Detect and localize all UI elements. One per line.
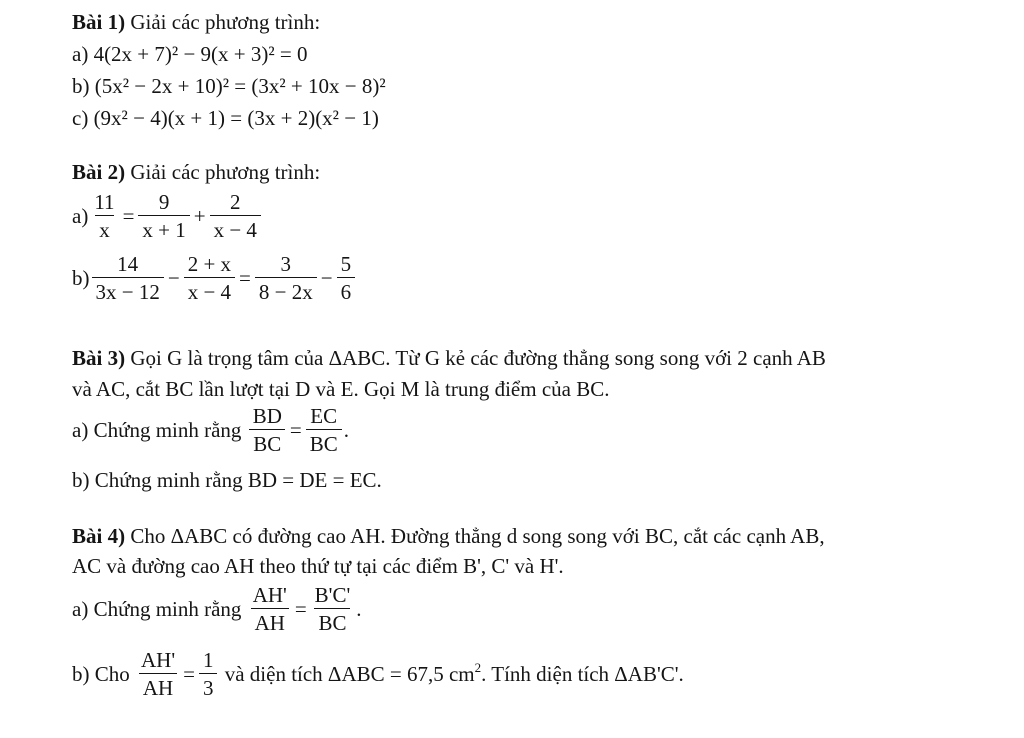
b4-part-a	[72, 583, 362, 635]
equals-sign: =	[122, 204, 135, 228]
denominator: 8 − 2x	[255, 277, 317, 304]
numerator: AH'	[141, 648, 176, 672]
b4-b-sup: 2	[474, 660, 482, 675]
denominator: x + 1	[138, 215, 189, 242]
numerator: EC	[310, 404, 338, 428]
b2-intro: Giải các phương trình:	[125, 160, 321, 184]
fraction	[92, 252, 164, 304]
equals-sign: =	[183, 662, 195, 686]
equals-sign: =	[239, 266, 251, 290]
denominator: x − 4	[184, 277, 235, 304]
denominator: BC	[249, 429, 285, 456]
fraction	[249, 583, 291, 635]
numerator: 14	[117, 252, 139, 276]
b3-a-label: a) Chứng minh rằng	[72, 418, 242, 442]
denominator: AH	[139, 673, 177, 700]
b4-line1-text: Cho ΔABC có đường cao AH. Đường thẳng d song song với BC, cắt các cạnh AB,	[125, 524, 825, 548]
fraction	[137, 648, 179, 700]
fraction	[306, 404, 342, 456]
b4-line2: AC và đường cao AH theo thứ tự tại các điểm B', C' và H'.	[72, 554, 564, 578]
equals-sign: =	[294, 597, 307, 621]
plus-sign: +	[193, 204, 206, 228]
b4-title: Bài 4)	[72, 524, 126, 548]
b1-intro: Giải các phương trình:	[125, 10, 321, 34]
b3-line2: và AC, cắt BC lần lượt tại D và E. Gọi M là trung điểm của BC.	[72, 377, 610, 401]
equals-sign: =	[289, 418, 302, 442]
denominator: x − 4	[210, 215, 261, 242]
fraction	[249, 404, 286, 456]
numerator: B'C'	[314, 583, 351, 607]
numerator: 9	[158, 190, 170, 214]
fraction	[138, 190, 189, 242]
b3-line1	[72, 346, 826, 370]
b4-b-mid: và diện tích ΔABC = 67,5 cm	[219, 662, 475, 686]
fraction	[311, 583, 355, 635]
b4-a-end: .	[356, 597, 362, 621]
b1-eq-b: b) (5x² − 2x + 10)² = (3x² + 10x − 8)²	[72, 74, 386, 98]
b3-line1-text: Gọi G là trọng tâm của ΔABC. Từ G kẻ các đường thẳng song song với 2 cạnh AB	[125, 346, 826, 370]
b3-part-a	[72, 404, 349, 456]
b4-b-end: . Tính diện tích ΔAB'C'.	[481, 662, 684, 686]
b2-title: Bài 2)	[72, 160, 126, 184]
b3-title: Bài 3)	[72, 346, 126, 370]
b2-eq-b	[72, 252, 357, 304]
denominator: BC	[314, 608, 350, 635]
denominator: 6	[337, 277, 356, 304]
b1-eq-c: c) (9x² − 4)(x + 1) = (3x + 2)(x² − 1)	[72, 106, 379, 130]
denominator: AH	[251, 608, 289, 635]
numerator: 5	[340, 252, 352, 276]
fraction	[210, 190, 261, 242]
b4-a-label: a) Chứng minh rằng	[72, 597, 242, 621]
b3-a-end: .	[343, 418, 349, 442]
minus-sign: −	[320, 266, 333, 290]
b2-b-label: b)	[72, 266, 90, 290]
b1-heading	[72, 10, 320, 34]
b3-part-b: b) Chứng minh rằng BD = DE = EC.	[72, 468, 382, 492]
numerator: 11	[94, 190, 115, 214]
denominator: BC	[306, 429, 342, 456]
numerator: AH'	[252, 583, 287, 607]
b4-part-b	[72, 648, 684, 700]
numerator: 2	[230, 190, 241, 214]
fraction	[337, 252, 356, 304]
denominator: 3x − 12	[92, 277, 164, 304]
b4-b-label: b) Cho	[72, 662, 130, 686]
denominator: 3	[199, 673, 218, 700]
b1-title: Bài 1)	[72, 10, 126, 34]
fraction	[255, 252, 317, 304]
b2-heading	[72, 160, 320, 184]
fraction	[184, 252, 235, 304]
numerator: 3	[280, 252, 292, 276]
fraction	[199, 648, 218, 700]
b4-line1	[72, 524, 825, 548]
b1-eq-a: a) 4(2x + 7)² − 9(x + 3)² = 0	[72, 42, 308, 66]
b2-eq-a	[72, 190, 263, 242]
numerator: 1	[202, 648, 214, 672]
numerator: BD	[252, 404, 282, 428]
b2-a-label: a)	[72, 204, 89, 228]
denominator: x	[95, 215, 114, 242]
fraction	[90, 190, 118, 242]
numerator: 2 + x	[187, 252, 232, 276]
minus-sign: −	[167, 266, 180, 290]
